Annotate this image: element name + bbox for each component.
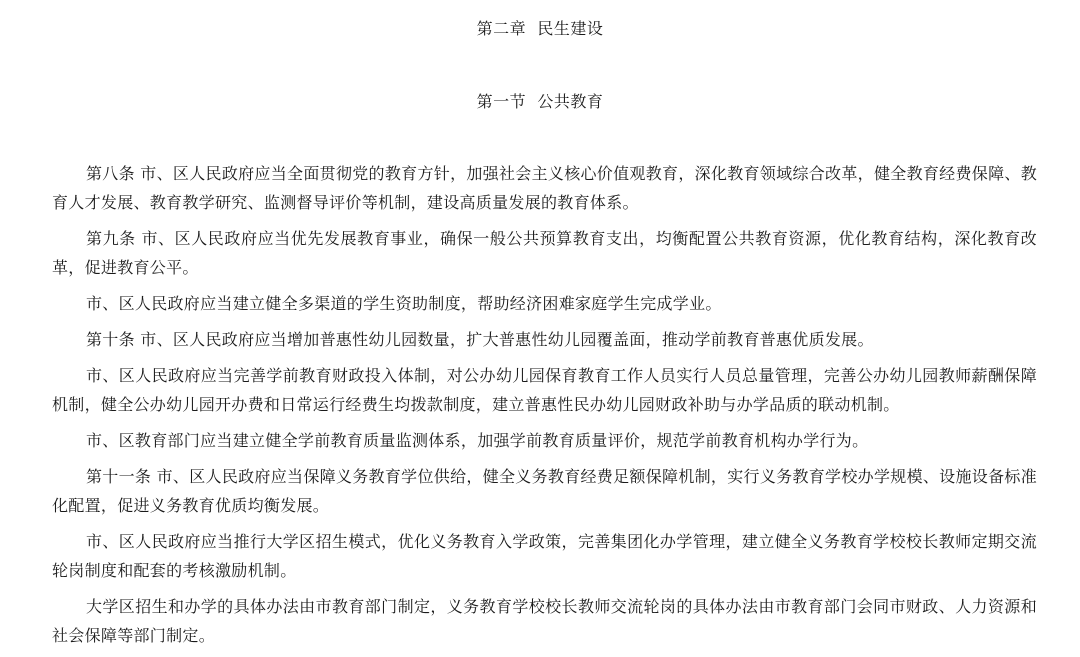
article-9-subparagraph: 市、区人民政府应当建立健全多渠道的学生资助制度，帮助经济困难家庭学生完成学业。 (86, 294, 722, 313)
chapter-title: 第二章 民生建设 (476, 19, 604, 38)
article-8-paragraph: 第八条 市、区人民政府应当全面贯彻党的教育方针，加强社会主义核心价值观教育，深化教育领域综合改革，健全教育经费保障、教育人才发展、教育教学研究、监测督导评价等机制，建设高质量发展的教育体系。 (52, 164, 1037, 212)
article-11-paragraph: 第十一条 市、区人民政府应当保障义务教育学位供给，健全义务教育经费足额保障机制，实行义务教育学校办学规模、设施设备标准化配置，促进义务教育优质均衡发展。 (52, 467, 1037, 515)
article-10-paragraph: 第十条 市、区人民政府应当增加普惠性幼儿园数量，扩大普惠性幼儿园覆盖面，推动学前教育普惠优质发展。 (86, 330, 874, 349)
section-title: 第一节 公共教育 (476, 92, 604, 111)
article-11-subparagraph-2: 大学区招生和办学的具体办法由市教育部门制定，义务教育学校校长教师交流轮岗的具体办法由市教育部门会同市财政、人力资源和社会保障等部门制定。 (52, 597, 1037, 645)
article-9-paragraph: 第九条 市、区人民政府应当优先发展教育事业，确保一般公共预算教育支出，均衡配置公共教育资源，优化教育结构，深化教育改革，促进教育公平。 (52, 229, 1037, 277)
article-10-subparagraph-2: 市、区教育部门应当建立健全学前教育质量监测体系，加强学前教育质量评价，规范学前教育机构办学行为。 (86, 431, 869, 450)
document-body (52, 159, 1037, 657)
article-10-subparagraph-1: 市、区人民政府应当完善学前教育财政投入体制，对公办幼儿园保育教育工作人员实行人员总量管理，完善公办幼儿园教师薪酬保障机制，健全公办幼儿园开办费和日常运行经费生均拨款制度，建立普惠性民办幼儿园财政补助与办学品质的联动机制。 (52, 366, 1037, 414)
article-11-subparagraph-1: 市、区人民政府应当推行大学区招生模式，优化义务教育入学政策，完善集团化办学管理，建立健全义务教育学校校长教师定期交流轮岗制度和配套的考核激励机制。 (52, 532, 1037, 580)
